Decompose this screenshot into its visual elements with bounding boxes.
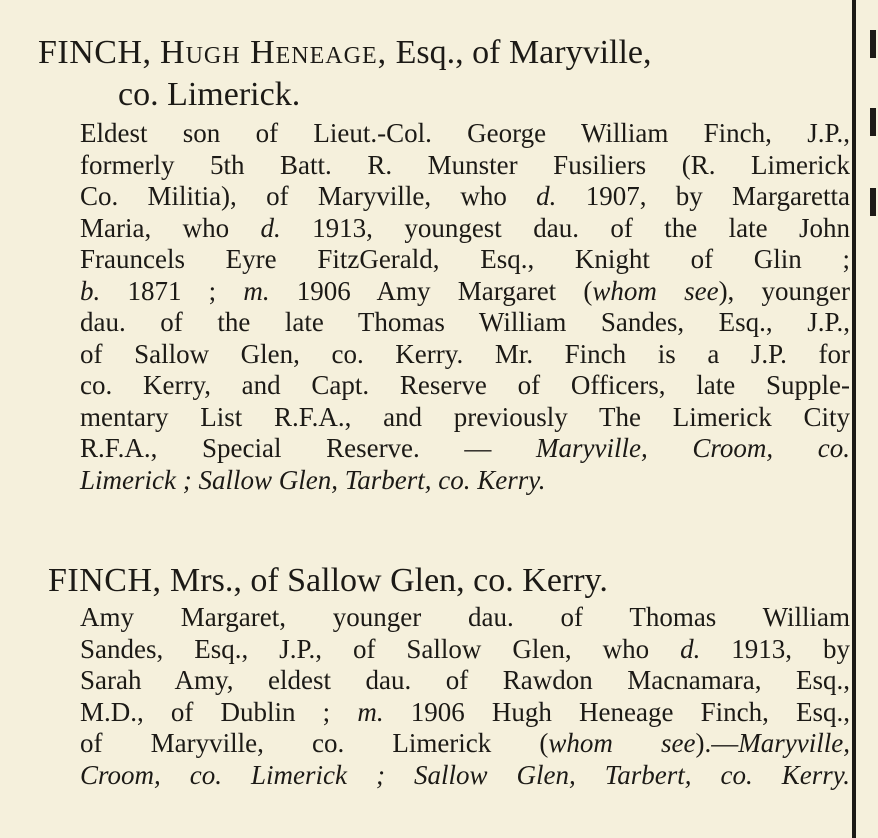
body-line: Sandes, Esq., J.P., of Sallow Glen, who d. 1913, by (80, 633, 851, 664)
body-line: of Maryville, co. Limerick (whom see).—Maryville, (80, 728, 850, 758)
body-line: Frauncels Eyre FitzGerald, Esq., Knight of Glin ; (80, 244, 850, 274)
body-line: Sarah Amy, eldest dau. of Rawdon Macnamara, Esq., (80, 665, 850, 695)
entry-body (80, 118, 850, 496)
body-line: Croom, co. Limerick ; Sallow Glen, Tarbert, co. Kerry. (80, 759, 850, 790)
body-line: co. Kerry, and Capt. Reserve of Officers, late Supple- (80, 370, 850, 400)
body-line: of Sallow Glen, co. Kerry. Mr. Finch is a J.P. for (80, 338, 850, 369)
entry-heading (38, 32, 850, 116)
entry-finch-mrs (0, 560, 850, 791)
entry-finch-hugh-heneage (0, 32, 850, 496)
entry-surname: FINCH, (48, 562, 162, 599)
body-line: mentary List R.F.A., and previously The Limerick City (80, 401, 850, 432)
entry-heading-rest: Esq., of Maryville, (395, 34, 652, 71)
body-line: Limerick ; Sallow Glen, Tarbert, co. Kerry. (80, 464, 546, 495)
body-line: dau. of the late Thomas William Sandes, Esq., J.P., (80, 307, 850, 337)
column-rule (852, 0, 856, 838)
adjacent-column-fragment (870, 30, 876, 58)
body-line: Amy Margaret, younger dau. of Thomas William (80, 602, 850, 632)
body-line: R.F.A., Special Reserve. — Maryville, Croom, co. (80, 433, 850, 463)
body-line: b. 1871 ; m. 1906 Amy Margaret (whom see), younger (80, 275, 850, 306)
adjacent-column-fragment (870, 108, 876, 136)
entry-given-name: Hugh Heneage, (160, 34, 388, 71)
body-line: formerly 5th Batt. R. Munster Fusiliers (R. Limerick (80, 149, 850, 180)
entry-surname: FINCH, (38, 34, 152, 71)
entry-heading-continuation: co. Limerick. (118, 76, 301, 113)
adjacent-column-fragment (870, 188, 876, 216)
entry-heading (48, 560, 850, 602)
body-line: Maria, who d. 1913, youngest dau. of the late John (80, 212, 850, 243)
body-line: Co. Militia), of Maryville, who d. 1907, by Margaretta (80, 181, 850, 211)
body-line: M.D., of Dublin ; m. 1906 Hugh Heneage Finch, Esq., (80, 696, 851, 727)
entry-heading-rest: Mrs., of Sallow Glen, co. Kerry. (170, 562, 608, 599)
entry-body (80, 602, 850, 791)
body-line: Eldest son of Lieut.-Col. George William Finch, J.P., (80, 118, 850, 148)
